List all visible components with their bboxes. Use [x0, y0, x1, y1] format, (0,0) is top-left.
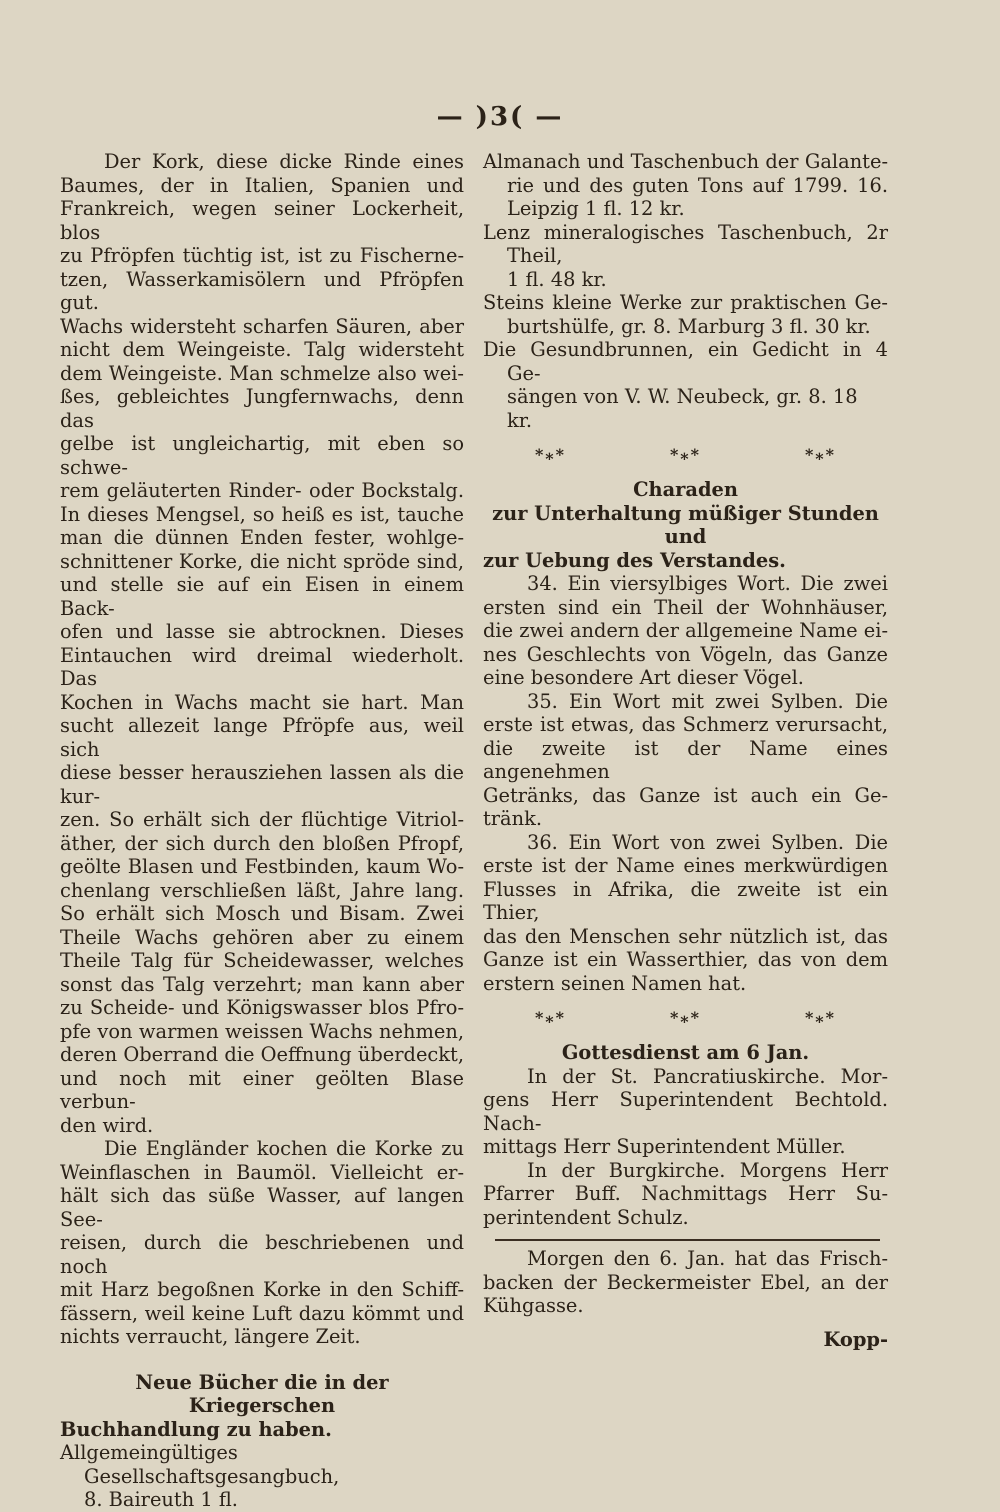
- text-line: In der Burgkirche. Morgens Herr: [527, 1158, 888, 1182]
- text-line: sucht allezeit lange Pfröpfe aus, weil sich: [60, 714, 464, 761]
- article-english-corks: [60, 1137, 464, 1349]
- text-line: perintendent Schulz.: [483, 1205, 689, 1229]
- text-line: geölte Blasen und Festbinden, kaum Wo-: [60, 855, 464, 878]
- section-divider-stars: [483, 432, 888, 478]
- text-line: erste ist etwas, das Schmerz verursacht,: [483, 713, 888, 736]
- text-line: die zweite ist der Name eines angenehmen: [483, 736, 888, 783]
- text-line: mittags Herr Superintendent Müller.: [483, 1135, 846, 1158]
- riddle-36: [483, 831, 888, 996]
- text-line: ersten sind ein Theil der Wohnhäuser,: [483, 595, 888, 619]
- text-line: gens Herr Superintendent Bechtold. Nach-: [483, 1088, 888, 1135]
- text-line: ofen und lasse sie abtrocknen. Dieses: [60, 620, 464, 643]
- section-divider-stars: [483, 995, 888, 1041]
- text-line: Leipzig 1 fl. 12 kr.: [507, 197, 685, 220]
- text-line: tzen, Wasserkamisölern und Pfröpfen gut.: [60, 267, 464, 314]
- text-line: Frankreich, wegen seiner Lockerheit, blos: [60, 197, 464, 244]
- left-column: [60, 150, 464, 1512]
- text-line: rie und des guten Tons auf 1799. 16.: [507, 173, 888, 197]
- text-line: zu Pfröpfen tüchtig ist, ist zu Fischerne-: [60, 244, 464, 267]
- text-line: 34. Ein viersylbiges Wort. Die zwei: [527, 572, 888, 595]
- text-line: 1 fl. 48 kr.: [507, 267, 607, 291]
- text-line: rem geläuterten Rinder- oder Bockstalg.: [60, 479, 464, 502]
- text-line: burtshülfe, gr. 8. Marburg 3 fl. 30 kr.: [507, 314, 871, 338]
- text-line: mit Harz begoßnen Korke in den Schiff-: [60, 1278, 464, 1301]
- book-entry-steins: [483, 291, 888, 338]
- service-burgkirche: [483, 1159, 888, 1230]
- catchword: Kopp-: [823, 1327, 888, 1351]
- text-line: 8. Baireuth 1 fl.: [84, 1488, 238, 1511]
- text-line: Pfarrer Buff. Nachmittags Herr Su-: [483, 1182, 888, 1205]
- book-entry-gesundbrunnen: [483, 338, 888, 432]
- text-line: Theile Wachs gehören aber zu einem: [60, 925, 464, 949]
- text-line: Weinflaschen in Baumöl. Vielleicht er-: [60, 1160, 464, 1184]
- text-line: und stelle sie auf ein Eisen in einem Back-: [60, 573, 464, 620]
- text-line: Theile Talg für Scheidewasser, welches: [60, 949, 464, 972]
- page-number-header: — )3( —: [436, 102, 564, 132]
- text-line: sonst das Talg verzehrt; man kann aber: [60, 972, 464, 996]
- text-line: gelbe ist ungleichartig, mit eben so schwe-: [60, 432, 464, 479]
- text-line: Neue Bücher die in der Kriegerschen: [135, 1370, 389, 1417]
- text-line: Morgen den 6. Jan. hat das Frisch-: [527, 1247, 888, 1270]
- text-line: Die Engländer kochen die Korke zu: [104, 1137, 464, 1160]
- text-line: Buchhandlung zu haben.: [60, 1417, 332, 1441]
- text-line: Wachs widersteht scharfen Säuren, aber: [60, 314, 464, 338]
- text-line: Kühgasse.: [483, 1294, 584, 1317]
- star-ornament: *⁎*: [804, 445, 837, 465]
- book-entry-lenz: [483, 221, 888, 292]
- text-line: erstern seinen Namen hat.: [483, 971, 747, 995]
- riddle-35: [483, 690, 888, 831]
- book-entry-almanach: [483, 150, 888, 221]
- text-line: Almanach und Taschenbuch der Galante-: [483, 150, 888, 173]
- riddle-34: [483, 572, 888, 690]
- text-line: hält sich das süße Wasser, auf langen See-: [60, 1184, 464, 1231]
- text-line: Lenz mineralogisches Taschenbuch, 2r Theil,: [483, 220, 888, 267]
- text-line: tränk.: [483, 807, 543, 830]
- book-entry-gesangbuch: [60, 1441, 464, 1512]
- text-line: zur Uebung des Verstandes.: [483, 548, 786, 572]
- text-line: die zwei andern der allgemeine Name ei-: [483, 619, 888, 642]
- text-line: In dieses Mengsel, so heiß es ist, tauche: [60, 502, 464, 526]
- text-line: diese besser herausziehen lassen als die kur-: [60, 761, 464, 808]
- text-line: zen. So erhält sich der flüchtige Vitriol-: [60, 808, 464, 831]
- text-line: backen der Beckermeister Ebel, an der: [483, 1270, 888, 1294]
- text-line: ßes, gebleichtes Jungfernwachs, denn das: [60, 385, 464, 432]
- text-line: 35. Ein Wort mit zwei Sylben. Die: [527, 689, 888, 713]
- text-line: nichts verraucht, längere Zeit.: [60, 1325, 361, 1348]
- star-ornament: *⁎*: [669, 445, 702, 465]
- service-pancratius: [483, 1065, 888, 1159]
- text-line: Die Gesundbrunnen, ein Gedicht in 4 Ge-: [483, 338, 888, 385]
- text-line: sängen von V. W. Neubeck, gr. 8. 18 kr.: [507, 385, 858, 432]
- text-line: zu Scheide- und Königswasser blos Pfro-: [60, 996, 464, 1019]
- text-line: nes Geschlechts von Vögeln, das Ganze: [483, 642, 888, 666]
- text-line: Allgemeingültiges Gesellschaftsgesangbuch,: [60, 1441, 340, 1488]
- text-line: und noch mit einer geölten Blase verbun-: [60, 1066, 464, 1113]
- text-line: Eintauchen wird dreimal wiederholt. Das: [60, 643, 464, 690]
- text-line: Charaden: [633, 478, 738, 501]
- text-line: dem Weingeiste. Man schmelze also wei-: [60, 361, 464, 385]
- text-line: eine besondere Art dieser Vögel.: [483, 666, 804, 689]
- star-ornament: *⁎*: [534, 1008, 567, 1028]
- text-line: reisen, durch die beschriebenen und noch: [60, 1231, 464, 1278]
- text-line: zur Unterhaltung müßiger Stunden und: [492, 501, 879, 548]
- text-line: nicht dem Weingeiste. Talg widersteht: [60, 338, 464, 361]
- text-line: Getränks, das Ganze ist auch ein Ge-: [483, 783, 888, 807]
- text-line: Steins kleine Werke zur praktischen Ge-: [483, 291, 888, 314]
- text-line: Kochen in Wachs macht sie hart. Man: [60, 690, 464, 714]
- text-line: den wird.: [60, 1113, 154, 1137]
- text-line: chenlang verschließen läßt, Jahre lang.: [60, 878, 464, 902]
- text-line: So erhält sich Mosch und Bisam. Zwei: [60, 902, 464, 925]
- text-line: In der St. Pancratiuskirche. Mor-: [527, 1064, 888, 1088]
- text-line: schnittener Korke, die nicht spröde sind,: [60, 549, 464, 573]
- text-line: Der Kork, diese dicke Rinde eines: [104, 150, 464, 173]
- text-line: deren Oberrand die Oeffnung überdeckt,: [60, 1043, 464, 1066]
- text-line: Ganze ist ein Wasserthier, das von dem: [483, 948, 888, 971]
- text-line: äther, der sich durch den bloßen Pfropf,: [60, 831, 464, 855]
- text-line: pfe von warmen weissen Wachs nehmen,: [60, 1019, 464, 1043]
- article-cork: [60, 150, 464, 1137]
- text-line: Flusses in Afrika, die zweite ist ein Thier,: [483, 877, 888, 924]
- text-line: das den Menschen sehr nützlich ist, das: [483, 924, 888, 948]
- divider-rule: [495, 1239, 880, 1241]
- right-column: [483, 150, 888, 1351]
- text-line: fässern, weil keine Luft dazu kömmt und: [60, 1301, 464, 1325]
- text-line: Baumes, der in Italien, Spanien und: [60, 173, 464, 197]
- text-line: 36. Ein Wort von zwei Sylben. Die: [527, 830, 888, 854]
- text-line: man die dünnen Enden fester, wohlge-: [60, 526, 464, 549]
- star-ornament: *⁎*: [669, 1008, 702, 1028]
- church-service-heading: Gottesdienst am 6 Jan.: [561, 1041, 810, 1064]
- text-line: erste ist der Name eines merkwürdigen: [483, 854, 888, 877]
- star-ornament: *⁎*: [804, 1008, 837, 1028]
- star-ornament: *⁎*: [534, 445, 567, 465]
- bakery-notice: [483, 1247, 888, 1318]
- charades-heading: [483, 478, 888, 572]
- new-books-heading: [60, 1371, 464, 1442]
